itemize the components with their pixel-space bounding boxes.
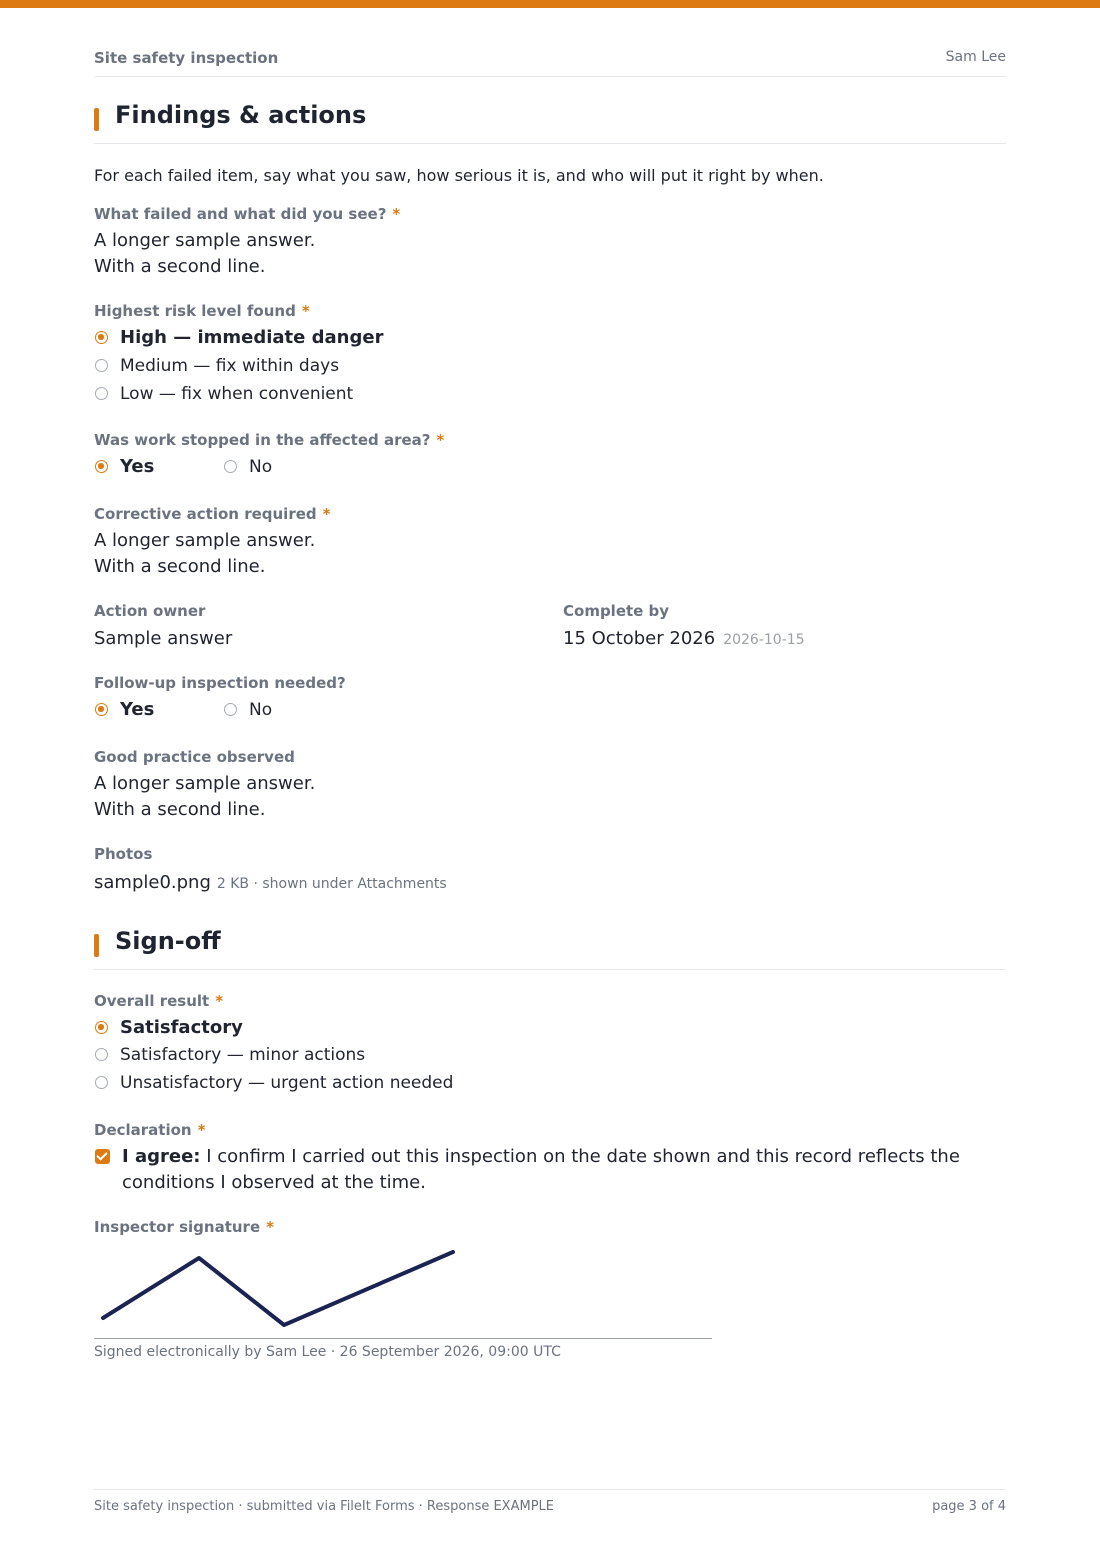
field-label-photos: Photos (94, 845, 153, 863)
required-marker: * (322, 505, 331, 523)
checkbox-checked-icon[interactable] (95, 1149, 110, 1164)
page-footer (94, 1489, 1006, 1514)
section-findings (94, 101, 1006, 144)
field-label-complete-by: Complete by (563, 602, 670, 620)
required-marker: * (392, 205, 401, 223)
section-heading: Findings & actions (115, 101, 367, 129)
field-label-action-owner: Action owner (94, 602, 206, 620)
field-label-corrective: Corrective action required * (94, 505, 331, 523)
radio-empty-icon (224, 703, 237, 716)
radio-selected-icon (95, 703, 108, 716)
answer-action-owner: Sample answer (94, 628, 233, 649)
radio-empty-icon (95, 1076, 108, 1089)
signed-note: Signed electronically by Sam Lee · 26 September 2026, 09:00 UTC (94, 1344, 561, 1360)
required-marker: * (197, 1121, 206, 1139)
answer-complete-by: 15 October 2026 2026-10-15 (563, 628, 805, 649)
page-number: page 3 of 4 (932, 1499, 1006, 1514)
form-title: Site safety inspection (94, 49, 279, 67)
required-marker: * (436, 431, 445, 449)
section-intro: For each failed item, say what you saw, how serious it is, and who will put it right by when. (94, 166, 824, 185)
required-marker: * (301, 302, 310, 320)
attachment-filename[interactable]: sample0.png (94, 872, 211, 893)
page-header (94, 48, 1006, 77)
signature-line (94, 1338, 712, 1339)
field-label-declaration: Declaration * (94, 1121, 206, 1139)
radio-selected-icon (95, 331, 108, 344)
radio-empty-icon (224, 460, 237, 473)
field-label-work-stopped: Was work stopped in the affected area? * (94, 431, 445, 449)
accent-bar (0, 0, 1100, 8)
user-name: Sam Lee (945, 49, 1006, 65)
answer-good-practice: A longer sample answer. With a second line. (94, 773, 316, 820)
section-heading: Sign-off (115, 927, 221, 955)
declaration-text: I agree: I confirm I carried out this inspection on the date shown and this record reflects the conditions I observed at the time. (122, 1146, 960, 1193)
radio-empty-icon (95, 387, 108, 400)
radio-empty-icon (95, 359, 108, 372)
field-label-good-practice: Good practice observed (94, 748, 295, 766)
answer-corrective: A longer sample answer. With a second line. (94, 530, 316, 577)
field-label-follow-up: Follow-up inspection needed? (94, 674, 346, 692)
required-marker: * (266, 1218, 274, 1236)
section-marker (94, 108, 99, 131)
radio-selected-icon (95, 460, 108, 473)
attachment-meta: 2 KB · shown under Attachments (216, 876, 447, 892)
photo-attachment[interactable] (94, 870, 447, 897)
section-marker (94, 934, 99, 957)
radio-empty-icon (95, 1048, 108, 1061)
field-label-risk: Highest risk level found * (94, 302, 310, 320)
radio-selected-icon (95, 1021, 108, 1034)
answer-what-failed: A longer sample answer. With a second line. (94, 230, 316, 277)
footer-text: Site safety inspection · submitted via FileIt Forms · Response EXAMPLE (94, 1499, 554, 1514)
iso-date: 2026-10-15 (723, 632, 805, 648)
field-label-overall-result: Overall result * (94, 992, 224, 1010)
field-label-signature: Inspector signature * (94, 1218, 274, 1236)
signature-image (94, 1240, 714, 1340)
required-marker: * (215, 992, 224, 1010)
signature-stroke (103, 1252, 453, 1325)
field-label-what-failed: What failed and what did you see? * (94, 205, 401, 223)
declaration-checkbox-row[interactable] (94, 1144, 1006, 1198)
section-signoff (94, 927, 1006, 970)
